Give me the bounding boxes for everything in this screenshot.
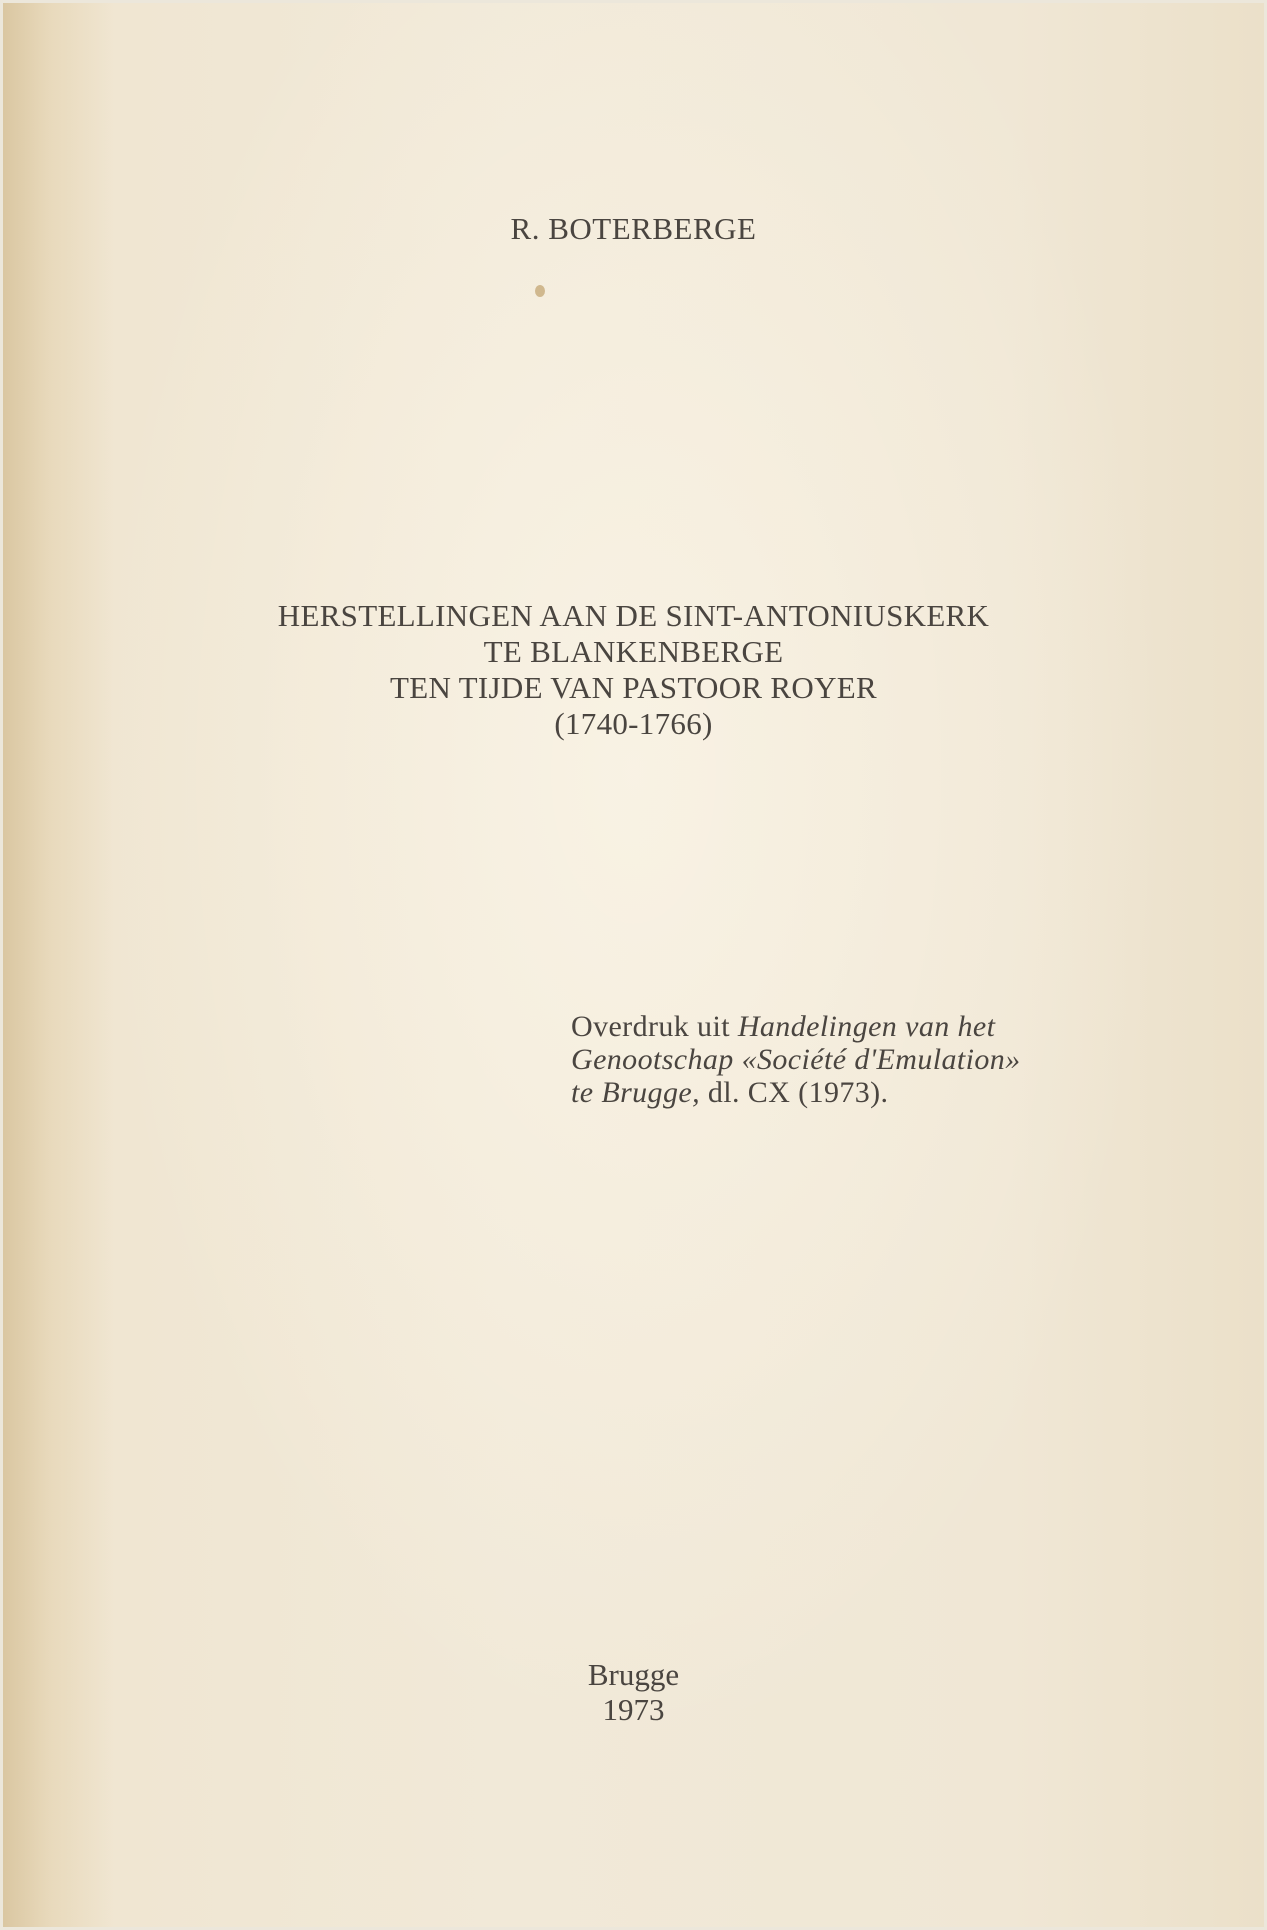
offprint-line-2: Genootschap «Société d'Emulation»: [571, 1043, 1021, 1076]
offprint-prefix: Overdruk uit: [571, 1010, 738, 1043]
offprint-line-3: [571, 1076, 1021, 1109]
imprint-year: 1973: [602, 1692, 665, 1727]
offprint-line-1: [571, 1010, 1021, 1043]
journal-title-part-1: Handelingen van het: [737, 1010, 996, 1043]
imprint: [3, 1657, 1264, 1727]
foxing-spot: [535, 285, 545, 297]
title-line-3: TEN TIJDE VAN PASTOOR ROYER: [390, 670, 877, 705]
title-line-2: TE BLANKENBERGE: [483, 634, 784, 669]
cover-title: [3, 598, 1264, 742]
title-line-1: HERSTELLINGEN AAN DE SINT-ANTONIUSKERK: [277, 598, 990, 633]
journal-title-part-3: te Brugge,: [571, 1076, 700, 1109]
author-name: R. BOTERBERGE: [510, 211, 757, 246]
imprint-place: Brugge: [587, 1657, 680, 1692]
title-dates: (1740-1766): [554, 706, 713, 741]
offprint-note: [571, 1010, 1021, 1109]
spine-discoloration: [3, 3, 113, 1927]
volume-reference: dl. CX (1973).: [699, 1076, 889, 1109]
